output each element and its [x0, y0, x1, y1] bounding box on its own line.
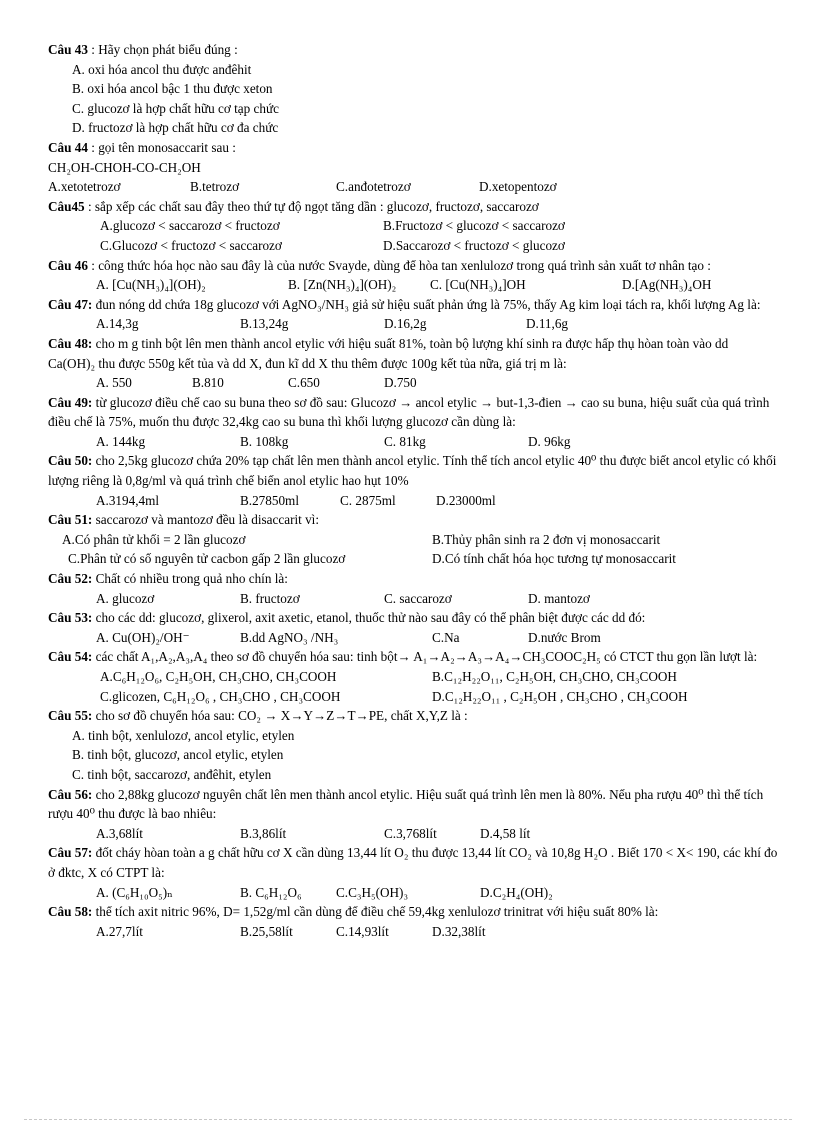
- option-d: D.xetopentozơ: [479, 179, 557, 195]
- option-b: B.C₁₂H₂₂O₁₁, C₂H₅OH, CH₃CHO, CH₃COOH: [432, 669, 677, 684]
- question-44: [48, 138, 778, 197]
- page-bottom-divider: [24, 1119, 792, 1120]
- option-c: C. saccarozơ: [384, 590, 452, 606]
- question-55: [48, 706, 778, 784]
- option-d: D.4,58 lít: [480, 825, 531, 841]
- option-d: D.nước Brom: [528, 629, 601, 645]
- question-text: cho 2,88kg glucozơ nguyên chất lên men thành ancol etylic. Hiệu suất quá trình lên men là 80%. Nếu pha rượu 40⁰ thì thể tích rượu 40⁰ thu được là bao nhiêu:: [48, 786, 764, 822]
- question-46: [48, 256, 778, 295]
- option-d: D. fructozơ là hợp chất hữu cơ đa chức: [72, 120, 279, 136]
- option-b: B.25,58lít: [240, 923, 293, 939]
- option-a: A.xetotetrozơ: [48, 179, 121, 195]
- option-c: C. glucozơ là hợp chất hữu cơ tạp chức: [72, 100, 279, 116]
- question-number: Câu 58:: [48, 904, 93, 920]
- question-text: cho sơ đồ chuyển hóa sau: CO₂ → X→Y→Z→T→PE, chất X,Y,Z là :: [92, 708, 468, 724]
- option-c: C.glicozen, C₆H₁₂O₆ , CH₃CHO , CH₃COOH: [100, 688, 341, 704]
- question-number: Câu 55:: [48, 708, 93, 724]
- option-d: D.Saccarozơ < fructozơ < glucozơ: [383, 237, 565, 253]
- option-a: A.C₆H₁₂O₆, C₂H₅OH, CH₃CHO, CH₃COOH: [100, 669, 337, 684]
- question-text: đun nóng dd chứa 18g glucozơ với AgNO₃/NH₃ giả sử hiệu suất phản ứng là 75%, thấy Ag kim loại tách ra, khối lượng Ag là:: [92, 296, 761, 312]
- option-a: A. oxi hóa ancol thu được anđêhit: [72, 61, 252, 77]
- option-c: C.C₃H₅(OH)₃: [336, 884, 409, 900]
- question-54: [48, 647, 778, 706]
- question-text: Chất có nhiều trong quả nho chín là:: [92, 571, 288, 587]
- question-number: Câu 46: [48, 257, 88, 273]
- option-b: B. 108kg: [240, 433, 289, 449]
- question-number: Câu 49:: [48, 394, 93, 410]
- question-number: Câu 56:: [48, 786, 93, 802]
- option-d: D.C₂H₄(OH)₂: [480, 884, 553, 900]
- option-c: C. [Cu(NH₃)₄]OH: [430, 277, 526, 293]
- option-a: A. tinh bột, xenlulozơ, ancol etylic, etylen: [72, 727, 295, 743]
- question-number: Câu45: [48, 198, 85, 214]
- option-b: B.tetrozơ: [190, 179, 240, 195]
- question-text: : công thức hóa học nào sau đây là của nước Svayde, dùng để hòa tan xenlulozơ trong quá trình sản xuất tơ nhân tạo :: [87, 257, 711, 273]
- option-c: C.anđotetrozơ: [336, 179, 411, 195]
- question-49: [48, 393, 778, 452]
- question-number: Câu 48:: [48, 335, 93, 351]
- option-b: B. oxi hóa ancol bậc 1 thu được xeton: [72, 81, 273, 97]
- option-c: C. 2875ml: [340, 492, 396, 508]
- option-a: A.Có phân tử khối = 2 lần glucozơ: [62, 531, 246, 547]
- question-text: cho các dd: glucozơ, glixerol, axit axetic, etanol, thuốc thử nào sau đây có thể phân biệt được các dd đó:: [92, 610, 646, 626]
- option-b: B.27850ml: [240, 492, 299, 508]
- question-number: Câu 53:: [48, 610, 93, 626]
- question-text: : sắp xếp các chất sau đây theo thứ tự độ ngọt tăng dần : glucozơ, fructozơ, saccarozơ: [84, 198, 539, 214]
- question-text: đốt cháy hòan toàn a g chất hữu cơ X cần dùng 13,44 lít O₂ thu được 13,44 lít CO₂ và 10,8g H₂O . Biết 170 < X< 190, các khí đo ở đktc, X có CTPT là:: [48, 845, 778, 880]
- option-c: C.Glucozơ < fructozơ < saccarozơ: [100, 237, 282, 253]
- question-number: Câu 47:: [48, 296, 93, 312]
- option-d: D. 96kg: [528, 433, 571, 449]
- option-d: D.C₁₂H₂₂O₁₁ , C₂H₅OH , CH₃CHO , CH₃COOH: [432, 688, 688, 704]
- question-text: các chất A₁,A₂,A₃,A₄ theo sơ đồ chuyển hóa sau: tinh bột→ A₁→A₂→A₃→A₄→CH₃COOC₂H₅ có CTCT thu gọn lần lượt là:: [92, 649, 758, 665]
- question-number: Câu 57:: [48, 845, 93, 861]
- question-43: [48, 40, 778, 138]
- question-57: [48, 843, 778, 902]
- option-d: D.750: [384, 375, 417, 391]
- question-text: : gọi tên monosaccarit sau :: [87, 139, 236, 155]
- option-a: A. [Cu(NH₃)₄](OH)₂: [96, 277, 206, 293]
- option-d: D.11,6g: [526, 316, 569, 332]
- option-a: A.3194,4ml: [96, 492, 160, 508]
- option-a: A.3,68lít: [96, 825, 143, 841]
- option-d: D.23000ml: [436, 492, 496, 508]
- option-d: D.[Ag(NH₃)₄OH: [622, 277, 712, 293]
- question-number: Câu 54:: [48, 649, 93, 665]
- question-text: từ glucozơ điều chế cao su buna theo sơ đồ sau: Glucozơ → ancol etylic → but-1,3-đien → cao su buna, hiệu suất của quá trình điều chế là 75%, muốn thu được 32,4kg cao su buna thì khối lượng glucozơ cần dùng là:: [48, 394, 770, 430]
- question-text: : Hãy chọn phát biểu đúng :: [87, 42, 238, 57]
- option-a: A.glucozơ < saccarozơ < fructozơ: [100, 218, 280, 234]
- question-text: saccarozơ và mantozơ đều là disaccarit vì:: [92, 512, 320, 528]
- question-47: [48, 295, 778, 334]
- option-c: C.Na: [432, 629, 460, 645]
- option-a: A. 144kg: [96, 433, 146, 449]
- option-d: D.32,38lít: [432, 923, 486, 939]
- option-b: B.13,24g: [240, 316, 289, 332]
- question-text: cho m g tinh bột lên men thành ancol etylic với hiệu suất 81%, toàn bộ lượng khí sinh ra được hấp thụ hòan toàn vào dd Ca(OH)₂ thu được 550g kết tủa và dd X, đun kĩ dd X thu thêm được 100g kết tủa nữa, giá trị m là:: [48, 335, 729, 371]
- question-number: Câu 52:: [48, 571, 93, 587]
- question-number: Câu 43: [48, 42, 88, 57]
- option-c: C. 81kg: [384, 433, 426, 449]
- question-text: cho 2,5kg glucozơ chứa 20% tạp chất lên men thành ancol etylic. Tính thể tích ancol etylic 40⁰ thu được biết ancol etylic có khối lượng riêng là 0,8g/ml và quá trình chế biến anol etylic hao hụt 10%: [48, 453, 777, 489]
- option-b: B.810: [192, 375, 224, 391]
- option-b: B. tinh bột, glucozơ, ancol etylic, etylen: [72, 747, 284, 763]
- question-52: [48, 569, 778, 608]
- option-c: D.16,2g: [384, 316, 427, 332]
- option-b: B. [Zn(NH₃)₄](OH)₂: [288, 277, 397, 293]
- question-number: Câu 44: [48, 139, 88, 155]
- exam-page: [48, 40, 778, 941]
- option-b: B.Thủy phân sinh ra 2 đơn vị monosaccarit: [432, 531, 661, 547]
- option-b: B.Fructozơ < glucozơ < saccarozơ: [383, 218, 565, 234]
- question-56: [48, 785, 778, 844]
- option-a: A. glucozơ: [96, 590, 155, 606]
- question-48: [48, 334, 778, 393]
- option-b: B. fructozơ: [240, 590, 300, 606]
- option-a: A. 550: [96, 375, 132, 391]
- option-a: A.27,7lít: [96, 923, 143, 939]
- option-c: C. tinh bột, saccarozơ, anđêhit, etylen: [72, 766, 272, 782]
- option-c: C.650: [288, 375, 320, 391]
- option-a: A. (C₆H₁₀O₅)ₙ: [96, 884, 173, 900]
- option-d: D.Có tính chất hóa học tương tự monosaccarit: [432, 551, 676, 567]
- option-c: C.14,93lít: [336, 923, 389, 939]
- option-b: B. C₆H₁₂O₆: [240, 884, 302, 900]
- option-c: C.Phân tử có số nguyên tử cacbon gấp 2 lần glucozơ: [68, 551, 346, 567]
- question-58: [48, 902, 778, 941]
- question-number: Câu 50:: [48, 453, 93, 469]
- question-51: [48, 510, 778, 569]
- formula: CH₂OH-CHOH-CO-CH₂OH: [48, 159, 201, 175]
- question-45: [48, 197, 778, 256]
- question-number: Câu 51:: [48, 512, 93, 528]
- option-a: A.14,3g: [96, 316, 139, 332]
- question-53: [48, 608, 778, 647]
- option-d: D. mantozơ: [528, 590, 590, 606]
- option-a: A. Cu(OH)₂/OH⁻: [96, 629, 190, 645]
- question-50: [48, 451, 778, 510]
- question-text: thể tích axit nitric 96%, D= 1,52g/ml cần dùng để điều chế 59,4kg xenlulozơ trinitrat với hiệu suất 80% là:: [92, 904, 659, 920]
- option-b: B.3,86lít: [240, 825, 287, 841]
- option-b: B.dd AgNO₃ /NH₃: [240, 629, 339, 645]
- option-c: C.3,768lít: [384, 825, 437, 841]
